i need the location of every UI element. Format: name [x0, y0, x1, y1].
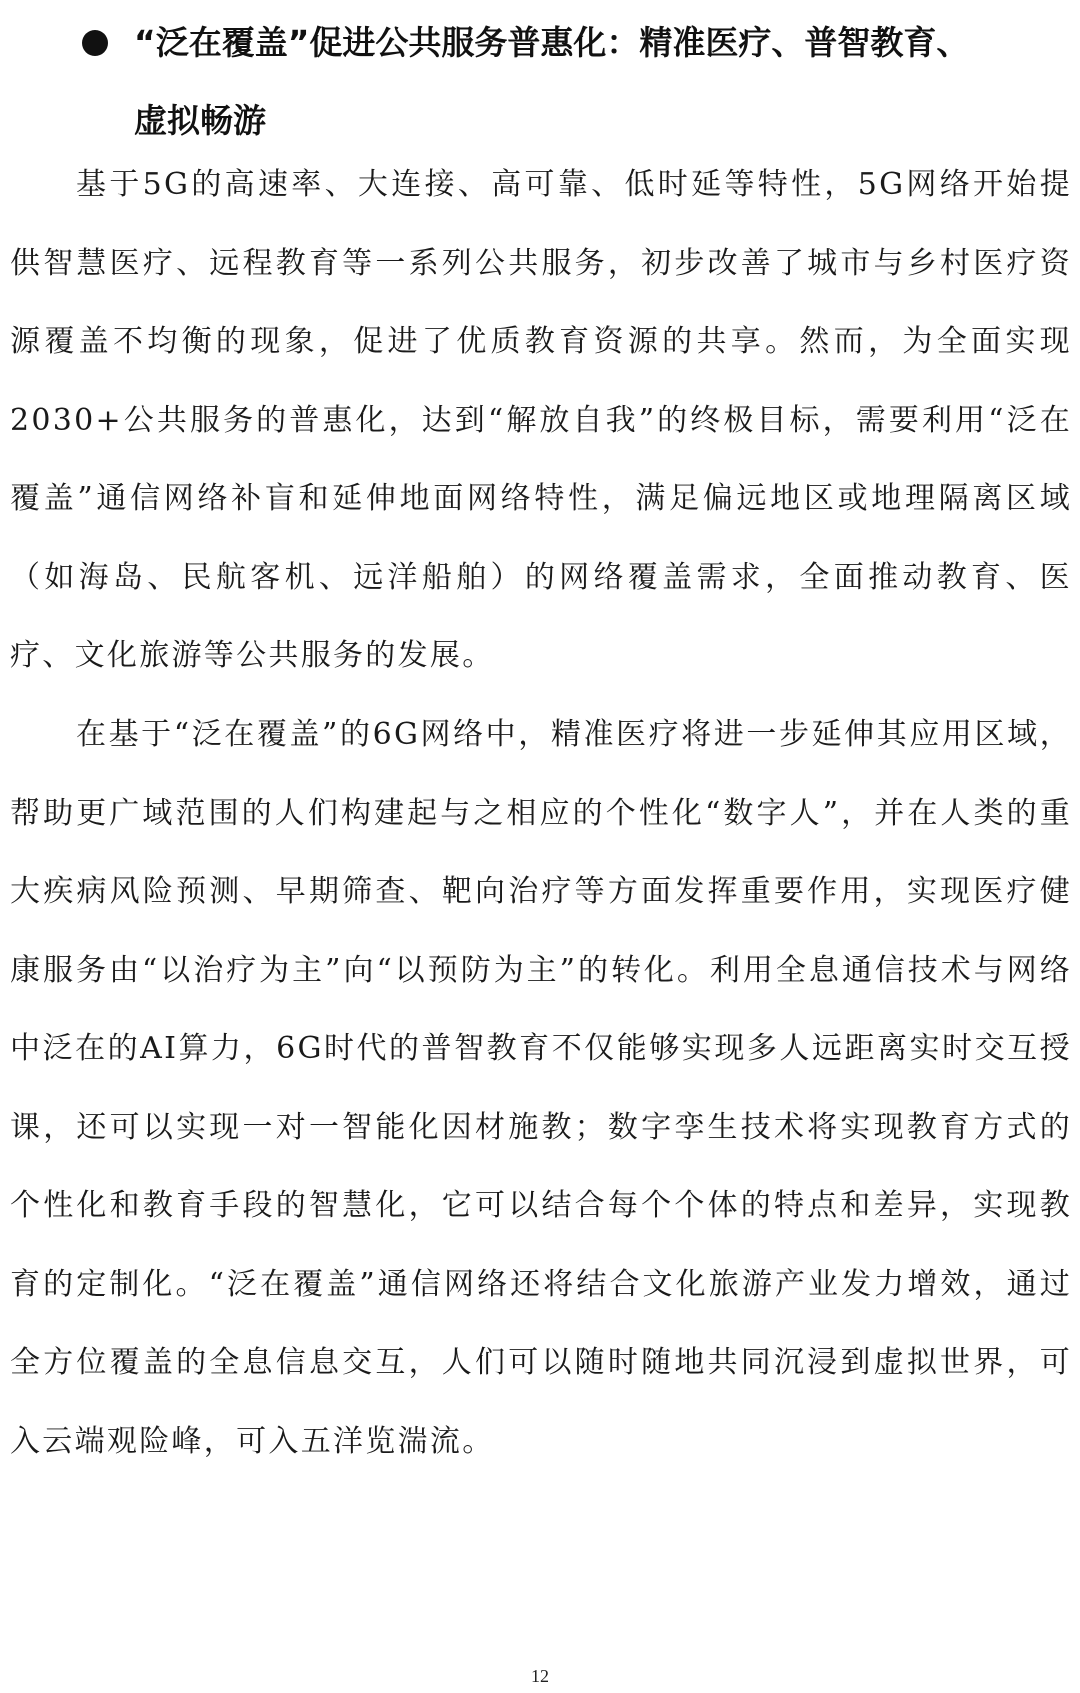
section-heading: [0, 4, 1080, 160]
bullet-icon: [82, 30, 108, 56]
paragraph-1: 基于5G的高速率、大连接、高可靠、低时延等特性，5G网络开始提供智慧医疗、远程教育等一系列公共服务，初步改善了城市与乡村医疗资源覆盖不均衡的现象，促进了优质教育资源的共享。然而，为全面实现2030+公共服务的普惠化，达到“解放自我”的终极目标，需要利用“泛在覆盖”通信网络补盲和延伸地面网络特性，满足偏远地区或地理隔离区域（如海岛、民航客机、远洋船舶）的网络覆盖需求，全面推动教育、医疗、文化旅游等公共服务的发展。: [10, 167, 1072, 673]
section-heading-line-1: “泛在覆盖”促进公共服务普惠化：精准医疗、普智教育、: [134, 23, 970, 62]
page-number: 12: [531, 1666, 549, 1686]
section-heading-line-2: 虚拟畅游: [134, 101, 266, 140]
section-heading-text: [0, 4, 1080, 160]
paragraph-2: 在基于“泛在覆盖”的6G网络中，精准医疗将进一步延伸其应用区域，帮助更广域范围的人们构建起与之相应的个性化“数字人”，并在人类的重大疾病风险预测、早期筛查、靶向治疗等方面发挥重要作用，实现医疗健康服务由“以治疗为主”向“以预防为主”的转化。利用全息通信技术与网络中泛在的AI算力，6G时代的普智教育不仅能够实现多人远距离实时交互授课，还可以实现一对一智能化因材施教；数字孪生技术将实现教育方式的个性化和教育手段的智慧化，它可以结合每个个体的特点和差异，实现教育的定制化。“泛在覆盖”通信网络还将结合文化旅游产业发力增效，通过全方位覆盖的全息信息交互，人们可以随时随地共同沉浸到虚拟世界，可入云端观险峰，可入五洋览湍流。: [10, 717, 1072, 1459]
